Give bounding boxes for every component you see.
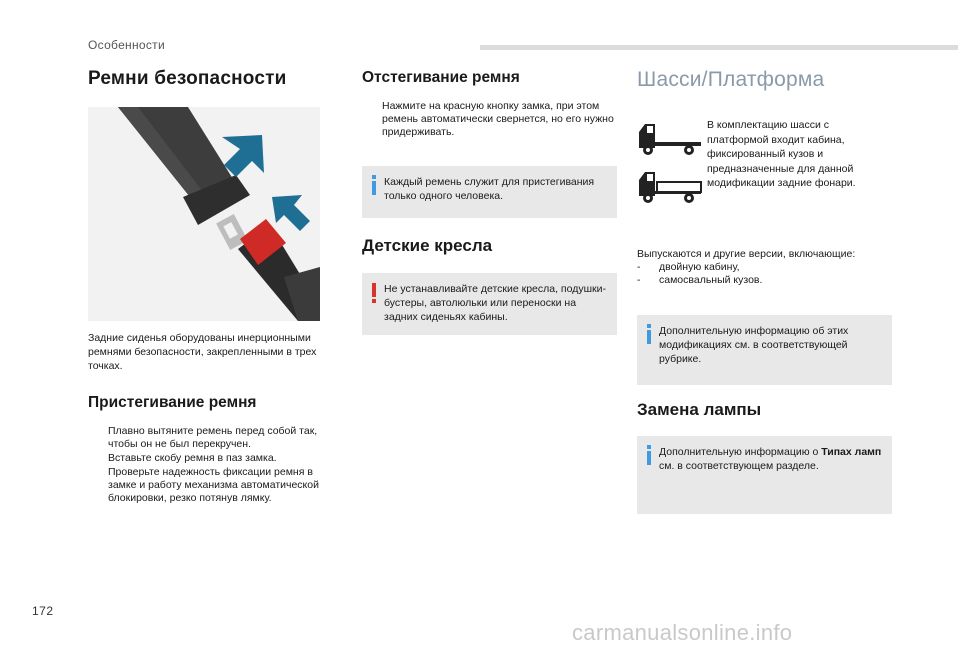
list-item: Вставьте скобу ремня в паз замка. (108, 452, 277, 464)
column-unfasten (362, 62, 617, 335)
list-item: - самосвальный кузов. (637, 274, 763, 286)
fasten-steps (88, 425, 328, 505)
watermark: carmanualsonline.info (572, 620, 793, 645)
unfasten-title: Отстегивание ремня (362, 69, 520, 86)
modifications-info-note: Дополнительную информацию об этих модификациях см. в соответствующей рубрике. (637, 315, 892, 385)
info-icon (370, 175, 378, 195)
page-number: 172 (32, 604, 54, 618)
fasten-title: Пристегивание ремня (88, 394, 257, 411)
chassis-cab-truck-icon (639, 124, 701, 155)
warning-icon (370, 283, 378, 305)
truck-block (637, 118, 892, 219)
list-item: Нажмите на красную кнопку замка, при этом ремень автоматически свернется, но его нужно придерживать. (382, 100, 614, 138)
child-seat-warning: Не устанавливайте детские кресла, подушки-бустеры, автолюльки или переноски на задних сиденьях кабины. (362, 273, 617, 335)
seat-belt-buckle-illustration (88, 107, 320, 321)
unfasten-steps (362, 100, 617, 139)
section-label: Особенности (88, 38, 165, 52)
info-icon (645, 324, 653, 344)
header-rule (480, 45, 958, 50)
list-item: Проверьте надежность фиксации ремня в замке и работу механизма автоматической блокировки, резко потянув лямку. (108, 466, 319, 504)
list-item: Плавно вытяните ремень перед собой так, чтобы он не был перекручен. (108, 425, 318, 450)
truck-icons-svg (637, 118, 703, 214)
lamp-info-note: Дополнительную информацию о Типах ламп см. в соответствующем разделе. (637, 436, 892, 514)
chassis-description: В комплектацию шасси с платформой входит кабина, фиксированный кузов и предназначенные для данной модификации задние фонари. (707, 119, 856, 189)
lamp-replacement-title: Замена лампы (637, 400, 762, 419)
column-chassis (637, 62, 892, 514)
one-person-info-note: Каждый ремень служит для пристегивания только одного человека. (362, 166, 617, 218)
info-icon (645, 445, 653, 465)
rear-seats-caption: Задние сиденья оборудованы инерционными ремнями безопасности, закрепленными в трех точках. (88, 332, 317, 372)
platform-truck-icon (639, 172, 701, 203)
child-seats-title: Детские кресла (362, 236, 493, 255)
column-seat-belts (88, 62, 328, 506)
truck-icons (637, 118, 707, 219)
list-item: - двойную кабину, (637, 261, 740, 273)
chassis-title: Шасси/Платформа (637, 68, 825, 91)
seat-belts-title: Ремни безопасности (88, 68, 287, 89)
versions-list (637, 261, 892, 287)
versions-intro: Выпускаются и другие версии, включающие: (637, 248, 856, 260)
lamp-types-link: Типах ламп (821, 446, 882, 458)
